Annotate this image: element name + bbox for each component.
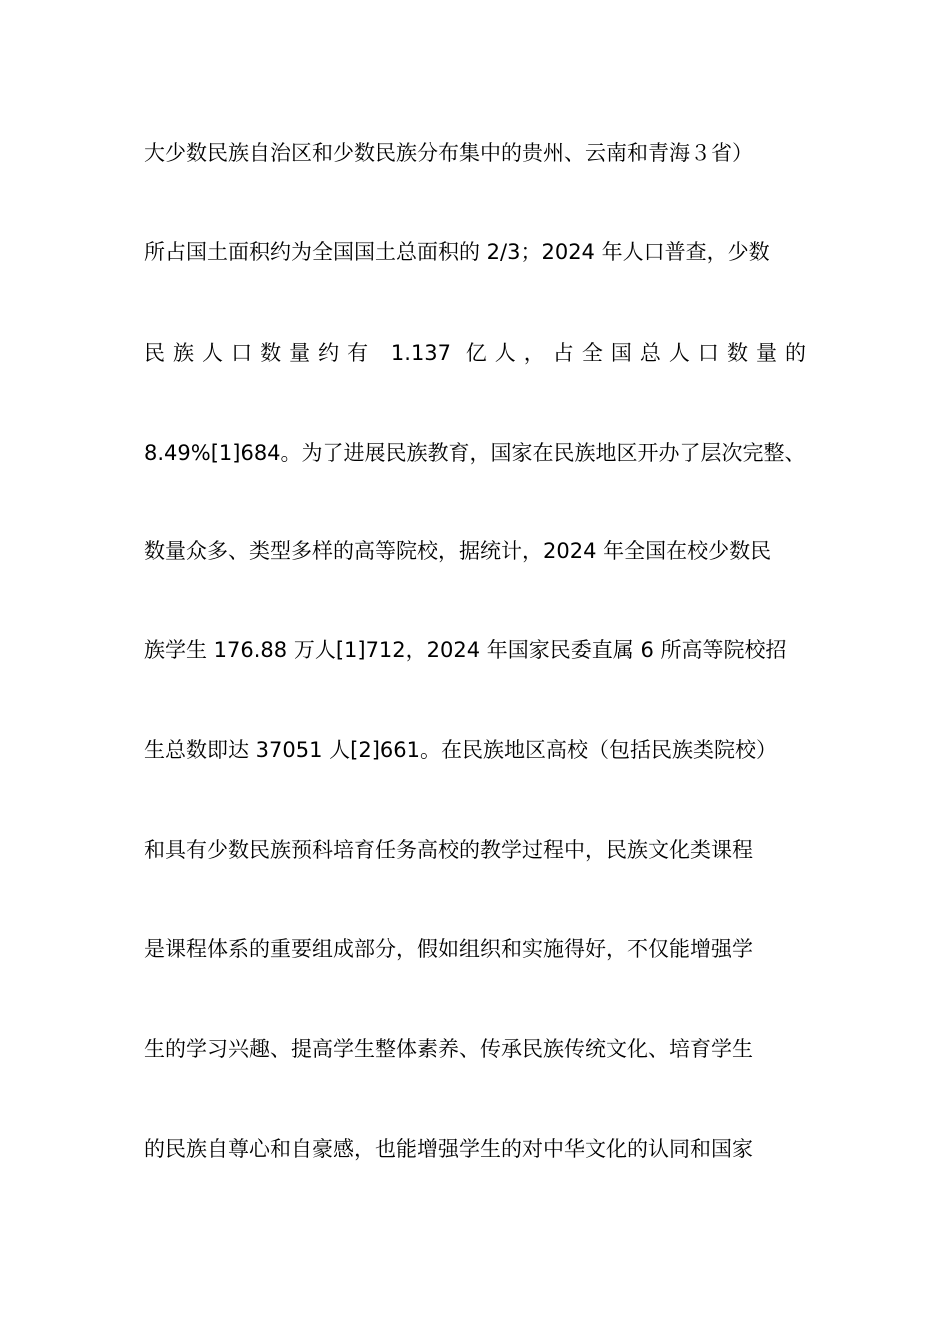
text-line-8: 和具有少数民族预科培育任务高校的教学过程中，民族文化类课程	[144, 838, 753, 862]
text-line-9: 是课程体系的重要组成部分，假如组织和实施得好，不仅能增强学	[144, 937, 753, 961]
text-line-2: 所占国土面积约为全国国土总面积的 2/3；2024 年人口普查，少数	[144, 240, 770, 264]
text-line-11: 的民族自尊心和自豪感，也能增强学生的对中华文化的认同和国家	[144, 1137, 753, 1161]
text-line-6: 族学生 176.88 万人[1]712，2024 年国家民委直属 6 所高等院校招	[144, 638, 787, 662]
text-line-1: 大少数民族自治区和少数民族分布集中的贵州、云南和青海３省）	[144, 141, 753, 165]
text-line-4: 8.49%[1]684。为了进展民族教育，国家在民族地区开办了层次完整、	[144, 441, 806, 465]
text-line-5: 数量众多、类型多样的高等院校，据统计，2024 年全国在校少数民	[144, 539, 772, 563]
text-line-3: 民族人口数量约有 1.137 亿人，占全国总人口数量的	[144, 341, 806, 365]
text-line-10: 生的学习兴趣、提高学生整体素养、传承民族传统文化、培育学生	[144, 1037, 753, 1061]
text-line-7: 生总数即达 37051 人[2]661。在民族地区高校（包括民族类院校）	[144, 738, 777, 762]
